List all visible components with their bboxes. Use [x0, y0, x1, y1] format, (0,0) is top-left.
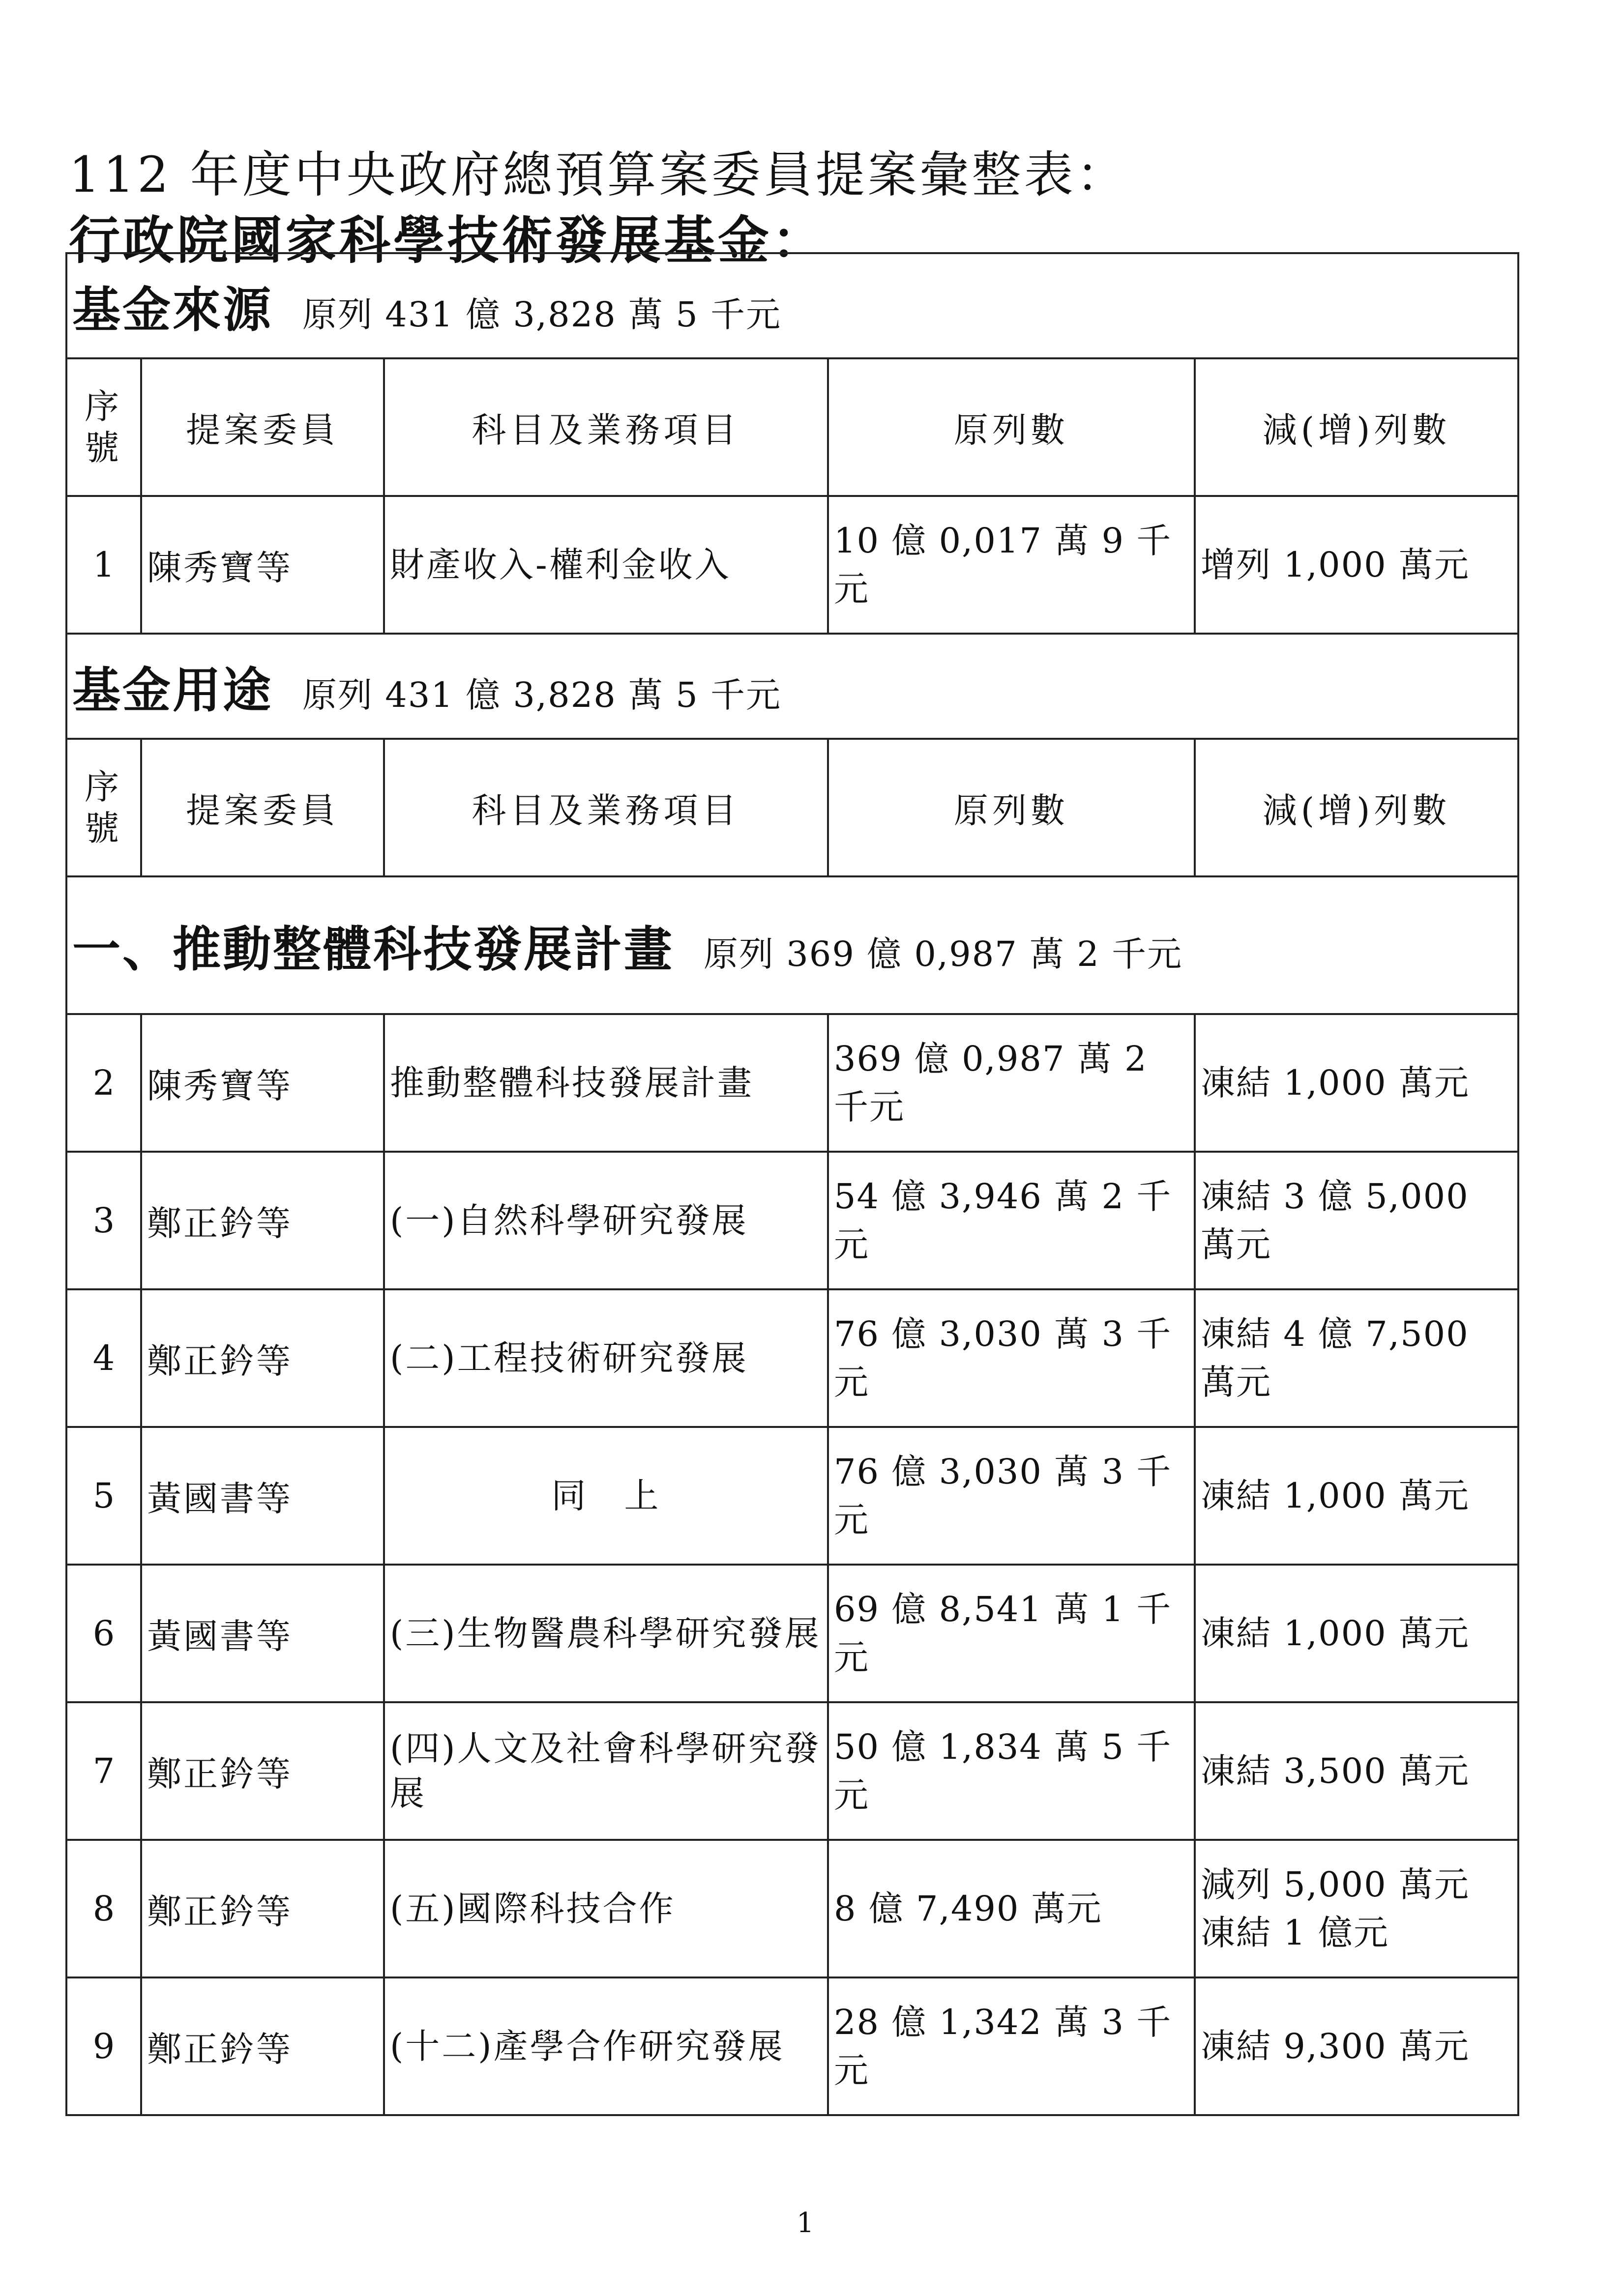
- row-member: 鄭正鈐等: [141, 1977, 384, 2115]
- row-no: 9: [66, 1977, 141, 2115]
- table-row: [66, 1152, 1518, 1289]
- row-no: 6: [66, 1565, 141, 1702]
- table-row: [66, 1840, 1518, 1977]
- header-no: [66, 358, 141, 496]
- header-change: 減(增)列數: [1195, 739, 1518, 876]
- row-change: 凍結 4 億 7,500 萬元: [1195, 1289, 1518, 1427]
- section-row-use: [66, 634, 1518, 739]
- section-cell: [66, 876, 1518, 1014]
- section-row-plan: [66, 876, 1518, 1014]
- row-no: 3: [66, 1152, 141, 1289]
- row-member: 鄭正鈐等: [141, 1840, 384, 1977]
- section-amount: 原列 431 億 3,828 萬 5 千元: [302, 674, 782, 715]
- row-change: 凍結 1,000 萬元: [1195, 1014, 1518, 1152]
- row-member: 鄭正鈐等: [141, 1289, 384, 1427]
- section-amount: 原列 369 億 0,987 萬 2 千元: [704, 933, 1183, 974]
- row-change: 凍結 9,300 萬元: [1195, 1977, 1518, 2115]
- row-no: 5: [66, 1427, 141, 1565]
- table-header-row: [66, 739, 1518, 876]
- table-row: [66, 1702, 1518, 1840]
- row-original: 76 億 3,030 萬 3 千元: [828, 1289, 1195, 1427]
- header-item: 科目及業務項目: [384, 358, 828, 496]
- row-change: 凍結 1,000 萬元: [1195, 1565, 1518, 1702]
- row-original: 69 億 8,541 萬 1 千元: [828, 1565, 1195, 1702]
- row-member: 鄭正鈐等: [141, 1702, 384, 1840]
- row-original: 50 億 1,834 萬 5 千元: [828, 1702, 1195, 1840]
- table-row: [66, 1565, 1518, 1702]
- row-item: (十二)產學合作研究發展: [384, 1977, 828, 2115]
- row-change: 增列 1,000 萬元: [1195, 496, 1518, 634]
- row-change: 凍結 1,000 萬元: [1195, 1427, 1518, 1565]
- document-title: 112 年度中央政府總預算案委員提案彙整表：: [69, 146, 1128, 203]
- row-original: 28 億 1,342 萬 3 千元: [828, 1977, 1195, 2115]
- table-row: [66, 1977, 1518, 2115]
- page-number: 1: [797, 2207, 814, 2239]
- header-no-line1: 序: [85, 767, 123, 807]
- row-item: (三)生物醫農科學研究發展: [384, 1565, 828, 1702]
- header-original: 原列數: [828, 739, 1195, 876]
- row-member: 黃國書等: [141, 1427, 384, 1565]
- header-member: 提案委員: [141, 358, 384, 496]
- section-cell: [66, 253, 1518, 358]
- section-label: 基金用途: [72, 662, 273, 719]
- row-item: (一)自然科學研究發展: [384, 1152, 828, 1289]
- section-label: 基金來源: [72, 281, 273, 338]
- row-change: 凍結 3,500 萬元: [1195, 1702, 1518, 1840]
- row-change: [1195, 1840, 1518, 1977]
- proposal-table: [65, 252, 1519, 2116]
- section-row-source: [66, 253, 1518, 358]
- row-item: 財產收入-權利金收入: [384, 496, 828, 634]
- row-item: 同 上: [384, 1427, 828, 1565]
- header-original: 原列數: [828, 358, 1195, 496]
- row-item: (二)工程技術研究發展: [384, 1289, 828, 1427]
- row-member: 陳秀寶等: [141, 496, 384, 634]
- fund-title: 行政院國家科學技術發展基金：: [69, 210, 827, 270]
- section-amount: 原列 431 億 3,828 萬 5 千元: [302, 294, 782, 335]
- header-change: 減(增)列數: [1195, 358, 1518, 496]
- row-no: 7: [66, 1702, 141, 1840]
- row-change: 凍結 3 億 5,000 萬元: [1195, 1152, 1518, 1289]
- row-item: (四)人文及社會科學研究發展: [384, 1702, 828, 1840]
- section-cell: [66, 634, 1518, 739]
- table-header-row: [66, 358, 1518, 496]
- row-member: 陳秀寶等: [141, 1014, 384, 1152]
- row-no: 4: [66, 1289, 141, 1427]
- row-item: (五)國際科技合作: [384, 1840, 828, 1977]
- row-original: 54 億 3,946 萬 2 千元: [828, 1152, 1195, 1289]
- header-no-line2: 號: [85, 808, 123, 848]
- row-change-line2: 凍結 1 億元: [1201, 1913, 1389, 1953]
- row-no: 2: [66, 1014, 141, 1152]
- row-original: 8 億 7,490 萬元: [828, 1840, 1195, 1977]
- header-no-line1: 序: [85, 386, 123, 427]
- row-no: 1: [66, 496, 141, 634]
- header-member: 提案委員: [141, 739, 384, 876]
- header-no-line2: 號: [85, 428, 123, 468]
- table-row: [66, 1289, 1518, 1427]
- row-member: 黃國書等: [141, 1565, 384, 1702]
- table-row: [66, 1014, 1518, 1152]
- section-label: 一、推動整體科技發展計畫: [72, 921, 675, 978]
- row-member: 鄭正鈐等: [141, 1152, 384, 1289]
- row-change-line1: 減列 5,000 萬元: [1201, 1864, 1470, 1905]
- header-no: [66, 739, 141, 876]
- row-no: 8: [66, 1840, 141, 1977]
- row-original: 76 億 3,030 萬 3 千元: [828, 1427, 1195, 1565]
- table-row: [66, 496, 1518, 634]
- header-item: 科目及業務項目: [384, 739, 828, 876]
- table-row: [66, 1427, 1518, 1565]
- row-original: 10 億 0,017 萬 9 千元: [828, 496, 1195, 634]
- row-original: 369 億 0,987 萬 2 千元: [828, 1014, 1195, 1152]
- row-item: 推動整體科技發展計畫: [384, 1014, 828, 1152]
